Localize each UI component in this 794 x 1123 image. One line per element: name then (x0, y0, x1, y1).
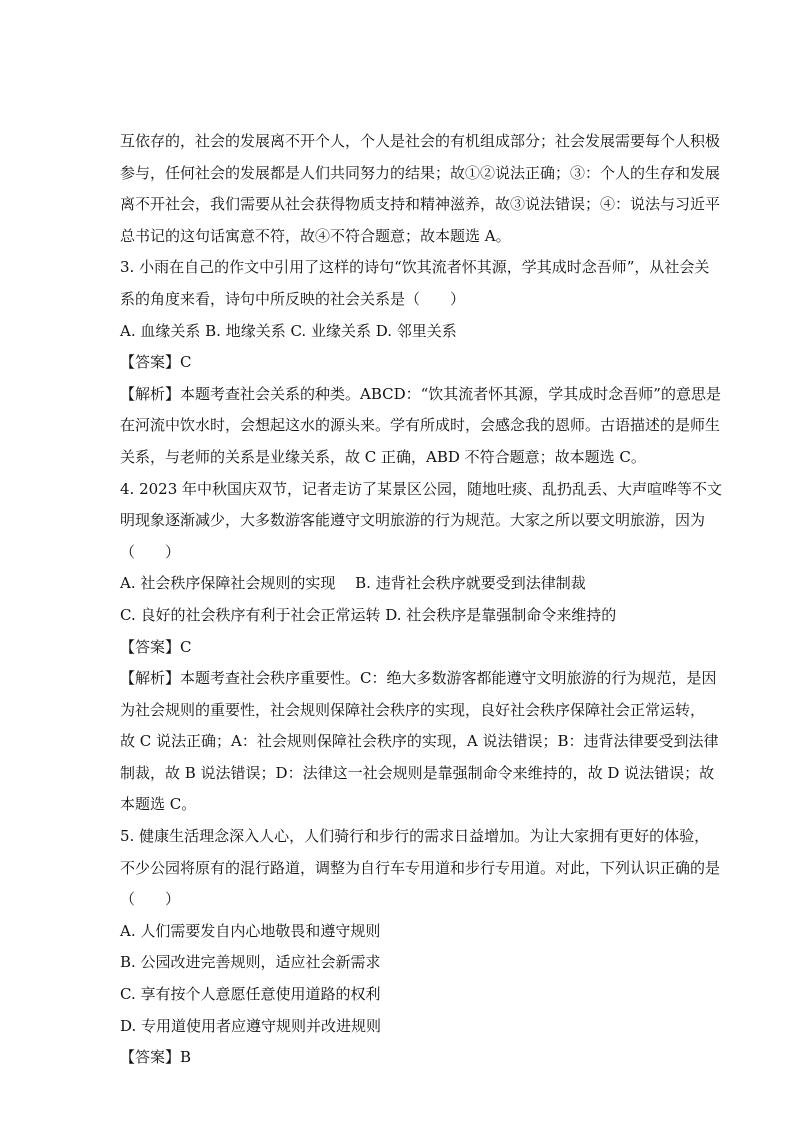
question-5-option-d: D. 专用道使用者应遵守规则并改进规则 (120, 1016, 382, 1035)
explanation-line: 关系，与老师的关系是业缘关系，故 C 正确，ABD 不符合题意；故本题选 C。 (120, 447, 646, 466)
text-line: 总书记的这句话寓意不符，故④不符合题意；故本题选 A。 (120, 226, 511, 245)
question-4-options: C. 良好的社会秩序有利于社会正常运转 D. 社会秩序是靠强制命令来维持的 (120, 605, 617, 624)
question-4-options: A. 社会秩序保障社会规则的实现 B. 违背社会秩序就要受到法律制裁 (120, 574, 586, 593)
question-4-line: （ ） (120, 542, 181, 561)
explanation-line: 【解析】本题考查社会秩序重要性。C：绝大多数游客都能遵守文明旅游的行为规范，是因 (120, 669, 717, 688)
question-3-options: A. 血缘关系 B. 地缘关系 C. 业缘关系 D. 邻里关系 (120, 321, 457, 340)
text-line: 离不开社会，我们需要从社会获得物质支持和精神滋养，故③说法错误；④：说法与习近平 (120, 195, 721, 214)
question-4-line: 明现象逐渐减少，大多数游客能遵守文明旅游的行为规范。大家之所以要文明旅游，因为 (120, 511, 706, 530)
question-5-line: （ ） (120, 890, 181, 909)
question-3-line: 系的角度来看，诗句中所反映的社会关系是（ ） (120, 289, 466, 308)
text-line: 互依存的，社会的发展离不开个人，个人是社会的有机组成部分；社会发展需要每个人积极 (120, 132, 721, 150)
question-4-line: 4. 2023 年中秋国庆双节，记者走访了某景区公园，随地吐痰、乱扔乱丢、大声喧哗等不文 (120, 479, 723, 498)
question-5-option-a: A. 人们需要发自内心地敬畏和遵守规则 (120, 921, 381, 940)
question-5-line: 5. 健康生活理念深入人心，人们骑行和步行的需求日益增加。为让大家拥有更好的体验， (120, 827, 710, 846)
explanation-line: 为社会规则的重要性，社会规则保障社会秩序的实现，良好社会秩序保障社会正常运转， (120, 700, 706, 719)
answer-label: 【答案】C (120, 637, 192, 656)
explanation-line: 【解析】本题考查社会关系的种类。ABCD：“饮其流者怀其源，学其成时念吾师”的意思是 (120, 384, 721, 403)
text-line: 参与，任何社会的发展都是人们共同努力的结果；故①②说法正确；③：个人的生存和发展 (120, 163, 721, 182)
answer-label: 【答案】B (120, 1048, 192, 1067)
explanation-line: 本题选 C。 (120, 795, 197, 814)
question-5-option-c: C. 享有按个人意愿任意使用道路的权利 (120, 985, 381, 1004)
explanation-line: 在河流中饮水时，会想起这水的源头来。学有所成时，会感念我的恩师。古语描述的是师生 (120, 416, 721, 435)
question-3-line: 3. 小雨在自己的作文中引用了这样的诗句“饮其流者怀其源，学其成时念吾师”，从社会关 (120, 258, 710, 277)
document-body (120, 126, 723, 1074)
explanation-line: 制裁，故 B 说法错误；D：法律这一社会规则是靠强制命令来维持的，故 D 说法错误；故 (120, 763, 715, 782)
explanation-line: 故 C 说法正确；A：社会规则保障社会秩序的实现，A 说法错误；B：违背法律要受到法律 (120, 732, 719, 751)
question-5-option-b: B. 公园改进完善规则，适应社会新需求 (120, 953, 381, 972)
question-5-line: 不少公园将原有的混行路道，调整为自行车专用道和步行专用道。对此，下列认识正确的是 (120, 858, 721, 877)
answer-label: 【答案】C (120, 353, 192, 372)
